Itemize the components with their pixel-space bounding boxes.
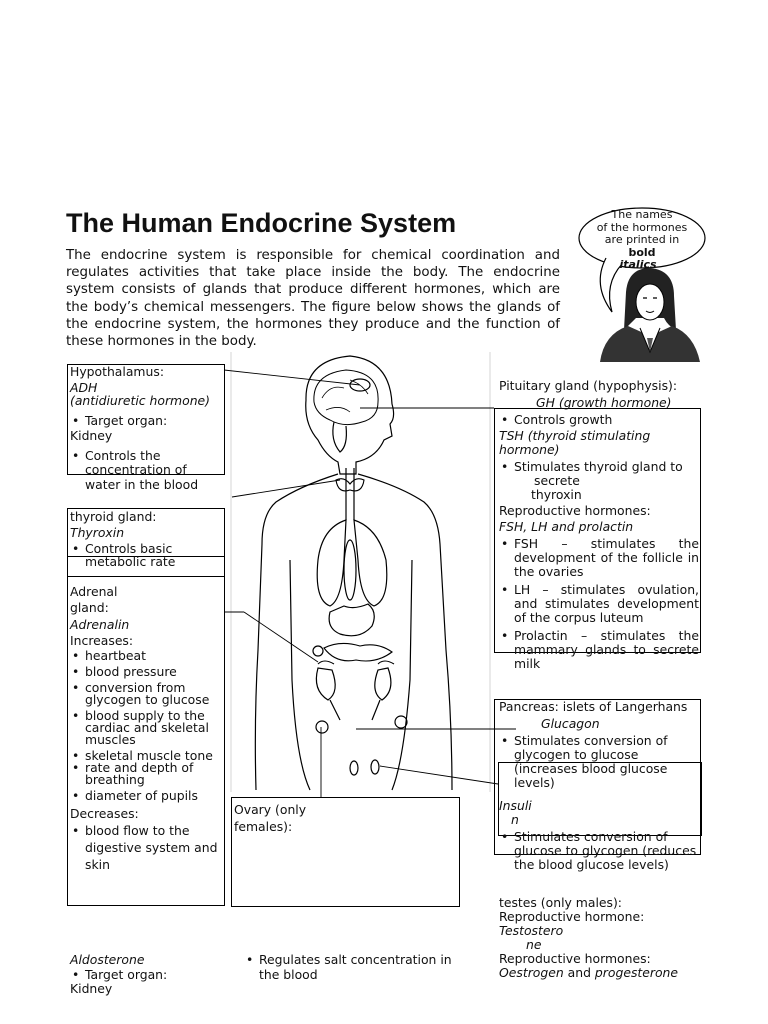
tsh-function-2: secrete — [534, 473, 580, 488]
hypothalamus-heading: Hypothalamus: — [70, 364, 164, 379]
fsh-function: • FSH – stimulates the development of the follicle in the ovaries — [499, 537, 699, 579]
adh-hormone: ADH — [70, 380, 98, 395]
aldosterone-function: • Regulates salt concentration in the blood — [244, 953, 469, 982]
hypothalamus-target-value: Kidney — [70, 427, 113, 443]
increase-item: • conversion from glycogen to glucose — [70, 682, 220, 706]
aldosterone-panel — [70, 953, 230, 997]
prolactin-function: • Prolactin – stimulates the mammary glands to secrete milk — [499, 629, 699, 671]
thyroid-function: • Controls basic metabolic rate — [70, 542, 220, 568]
tsh-function — [499, 460, 699, 502]
thyroid-heading: thyroid gland: — [70, 509, 157, 524]
page-title: The Human Endocrine System — [66, 208, 457, 238]
adrenal-heading: Adrenal — [70, 584, 118, 599]
thyroid-panel — [70, 510, 220, 568]
testes-heading: testes (only males): — [499, 895, 622, 910]
leader-lines — [224, 370, 516, 797]
adrenal-heading-2: gland: — [70, 600, 109, 616]
intro-paragraph: The endocrine system is responsible for chemical coordination and regulates activities that take place inside the body. The endocrine system consists of glands that produce different hormones, which are the body’s chemical messengers. The figure below shows the glands of the endocrine system, the hormones they produce and the function of these hormones in the body. — [66, 248, 560, 350]
bubble-bold: bold — [628, 245, 656, 259]
female-repro-hormones — [499, 966, 699, 980]
thyroxin-hormone: Thyroxin — [70, 525, 125, 540]
bubble-line-3: are printed in — [604, 233, 680, 246]
aldosterone-target: • Target organ: — [70, 968, 230, 983]
glucagon-function: • Stimulates conversion of glycogen to glucose (increases blood glucose levels) — [499, 734, 699, 790]
adrenal-panel — [70, 584, 220, 873]
aldosterone-target-value: Kidney — [70, 981, 113, 996]
progesterone: progesterone — [594, 965, 679, 980]
ovary-heading: Ovary (only — [234, 802, 307, 817]
hypothalamus-panel — [70, 365, 220, 492]
increase-item: • diameter of pupils — [70, 790, 220, 802]
tsh-hormone: TSH (thyroid stimulating hormone) — [499, 428, 651, 457]
pituitary-repro-hormones: FSH, LH and prolactin — [499, 519, 634, 534]
testes-panel — [499, 896, 699, 980]
adrenal-decreases: Decreases: — [70, 805, 139, 821]
increase-item: • blood supply to the cardiac and skeletal muscles — [70, 710, 220, 746]
insulin-hormone-2: n — [511, 812, 519, 827]
adrenalin-hormone: Adrenalin — [70, 616, 130, 632]
ovary-panel — [234, 801, 306, 835]
bubble-line-1: The names — [611, 208, 673, 221]
gh-hormone: GH (growth hormone) — [536, 395, 672, 410]
hypothalamus-function: • Controls the concentration of water in the blood — [70, 449, 220, 493]
tsh-function-1: • Stimulates thyroid gland to — [514, 459, 683, 474]
insulin-function: • Stimulates conversion of glucose to glycogen (reduces the blood glucose levels) — [499, 830, 699, 872]
and-word: and — [563, 965, 595, 980]
pancreas-heading: Pancreas: islets of Langerhans — [499, 699, 688, 714]
pituitary-repro: Reproductive hormones: — [499, 503, 651, 518]
pituitary-panel — [499, 379, 699, 671]
adrenal-increases: Increases: — [70, 633, 134, 649]
glucagon-hormone: Glucagon — [541, 716, 600, 731]
body-outline-icon — [255, 356, 452, 790]
female-repro: Reproductive hormones: — [499, 951, 651, 966]
tsh-function-3: thyroxin — [531, 487, 582, 502]
lh-function: • LH – stimulates ovulation, and stimulates development of the corpus luteum — [499, 583, 699, 625]
pancreas-panel — [499, 700, 699, 872]
pituitary-heading: Pituitary gland (hypophysis): — [499, 378, 678, 393]
hypothalamus-target: • Target organ: — [70, 414, 220, 428]
testes-repro: Reproductive hormone: — [499, 909, 645, 924]
increase-item: • skeletal muscle tone — [70, 750, 220, 762]
increase-item: • rate and depth of breathing — [70, 762, 220, 786]
bubble-italics: italics — [619, 258, 657, 271]
oestrogen: Oestrogen — [499, 965, 564, 980]
insulin-hormone-1: Insuli — [499, 798, 532, 813]
decrease-item: • blood flow to the digestive system and skin — [70, 822, 220, 873]
adh-full-name: (antidiuretic hormone) — [70, 393, 210, 408]
aldosterone-function-panel — [244, 953, 469, 982]
testosterone-1: Testostero — [499, 923, 564, 938]
increase-item: • heartbeat — [70, 650, 220, 662]
ovary-heading-2: females): — [234, 819, 293, 834]
bubble-line-2: of the hormones — [596, 220, 688, 234]
testosterone-2: ne — [526, 937, 542, 952]
gh-function: • Controls growth — [499, 413, 699, 427]
aldosterone-hormone: Aldosterone — [70, 952, 145, 967]
increase-item: • blood pressure — [70, 666, 220, 678]
